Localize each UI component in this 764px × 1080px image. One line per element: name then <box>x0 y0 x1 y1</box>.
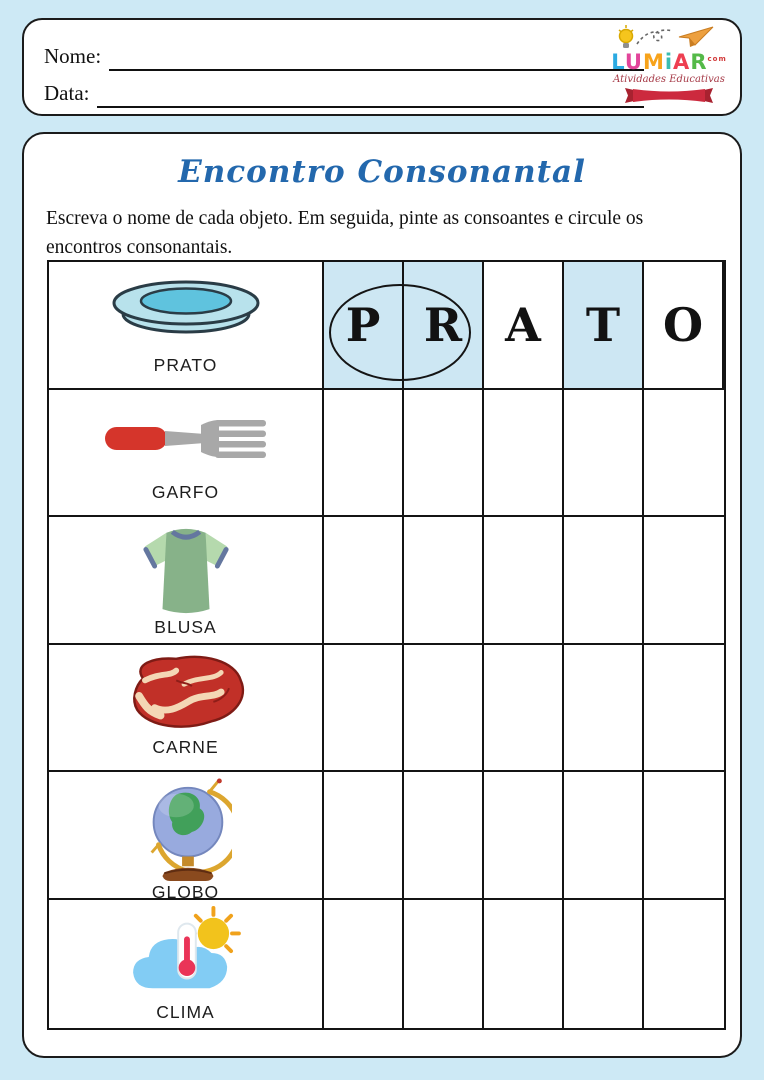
letter-cell[interactable] <box>404 517 484 645</box>
date-field-label: Data: <box>44 81 90 105</box>
object-image-cell <box>49 772 324 903</box>
name-field-label: Nome: <box>44 44 102 68</box>
letter-cell[interactable] <box>404 772 484 900</box>
object-image-cell <box>49 262 324 390</box>
letter-cell[interactable]: P <box>324 262 404 390</box>
page-title: Encontro Consonantal <box>178 154 586 190</box>
table-row <box>49 900 724 1028</box>
letter-cell[interactable] <box>644 517 724 645</box>
object-image-cell <box>49 645 324 773</box>
letter-cell[interactable] <box>564 772 644 900</box>
logo-tagline: Atividades Educativas <box>613 74 725 85</box>
letter-cell[interactable] <box>484 390 564 518</box>
object-label: GLOBO <box>151 882 220 903</box>
logo-letter: M <box>642 50 665 74</box>
logo-wordmark <box>610 52 728 73</box>
letter-cell[interactable]: O <box>644 262 724 390</box>
table-row <box>49 645 724 773</box>
letter-cell[interactable] <box>484 645 564 773</box>
logo-letter: A <box>673 50 691 74</box>
letter-cell[interactable] <box>564 517 644 645</box>
plate-icon <box>106 262 266 355</box>
letter-cell[interactable] <box>484 900 564 1028</box>
letter-cell[interactable]: A <box>484 262 564 390</box>
words-table <box>47 260 726 1030</box>
name-field-line[interactable] <box>109 47 644 71</box>
object-label: GARFO <box>151 482 220 503</box>
letter-cell[interactable] <box>564 390 644 518</box>
object-image-cell <box>49 900 324 1028</box>
logo-letter: L <box>611 50 625 74</box>
letter-cell[interactable] <box>404 900 484 1028</box>
logo-letter: R <box>690 50 708 74</box>
name-field <box>44 34 644 71</box>
tshirt-icon <box>132 517 240 617</box>
letter-cell[interactable] <box>644 390 724 518</box>
letter-cell[interactable]: T <box>564 262 644 390</box>
letter-cell[interactable] <box>324 517 404 645</box>
object-label: BLUSA <box>154 617 217 638</box>
letter-cell[interactable] <box>324 900 404 1028</box>
lightbulb-icon <box>619 25 633 48</box>
logo <box>610 24 728 104</box>
table-row <box>49 390 724 518</box>
object-image-cell <box>49 390 324 518</box>
worksheet-card <box>22 132 742 1058</box>
letter-cell[interactable] <box>404 645 484 773</box>
logo-letter: i <box>664 50 674 74</box>
letter-cell[interactable] <box>404 390 484 518</box>
letter-cell[interactable] <box>644 900 724 1028</box>
date-field-line[interactable] <box>97 84 644 108</box>
object-image-cell <box>49 517 324 645</box>
globe-icon <box>140 772 232 882</box>
meat-icon <box>118 645 253 738</box>
letter-cell[interactable] <box>564 645 644 773</box>
object-label: PRATO <box>153 354 218 375</box>
header-card <box>22 18 742 116</box>
logo-domain: com <box>707 55 727 63</box>
climate-icon <box>122 900 250 1002</box>
letter-cell[interactable] <box>564 900 644 1028</box>
letter-cell[interactable] <box>324 772 404 900</box>
paper-plane-icon <box>679 27 713 47</box>
letter-cell[interactable] <box>644 772 724 900</box>
letter-cell[interactable] <box>644 645 724 773</box>
letter-cell[interactable] <box>484 772 564 900</box>
instructions-text: Escreva o nome de cada objeto. Em seguida, pinte as consoantes e circule os encontros consonantais. <box>46 208 644 259</box>
logo-ribbon-icon <box>625 87 713 104</box>
letter-cell[interactable] <box>324 645 404 773</box>
letter-cell[interactable] <box>324 390 404 518</box>
date-field <box>44 71 644 108</box>
table-row <box>49 262 724 390</box>
object-label: CLIMA <box>156 1001 215 1022</box>
letter-cell[interactable]: R <box>404 262 484 390</box>
object-label: CARNE <box>152 737 219 758</box>
header-fields <box>44 34 644 108</box>
logo-letter: U <box>624 50 643 74</box>
doodle-trail <box>637 30 673 44</box>
table-row <box>49 517 724 645</box>
logo-doodle <box>617 24 721 52</box>
table-row <box>49 772 724 903</box>
fork-icon <box>103 390 268 483</box>
letter-cell[interactable] <box>484 517 564 645</box>
